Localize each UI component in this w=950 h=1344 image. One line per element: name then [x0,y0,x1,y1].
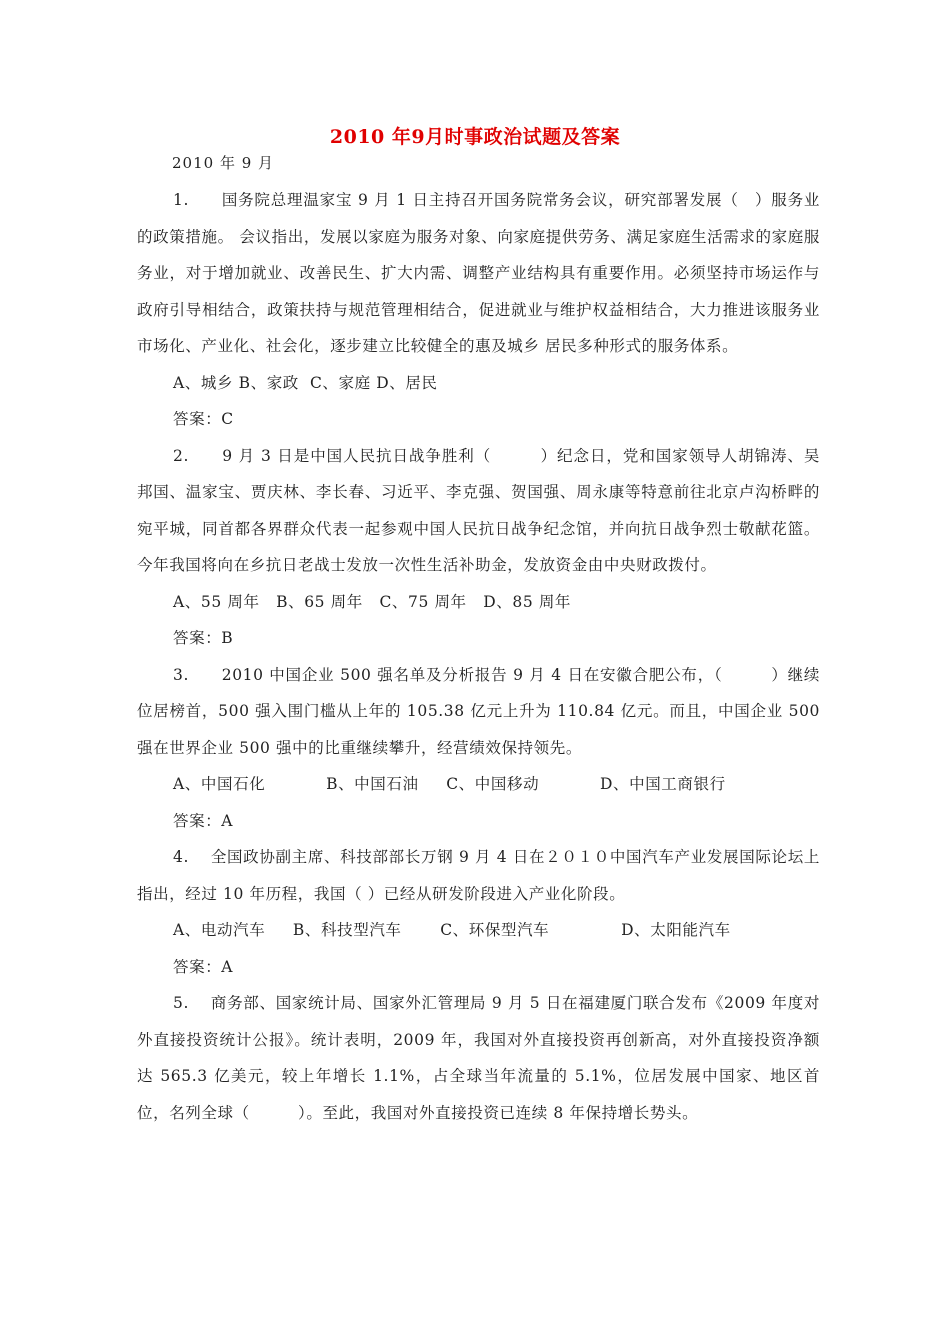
question-answer: 答案：C [173,410,234,428]
question-text: 2. 9 月 3 日是中国人民抗日战争胜利（ ）纪念日，党和国家领导人胡锦涛、吴邦国、温家宝、贾庆林、李长春、习近平、李克强、贺国强、周永康等特意前往北京卢沟桥畔的宛平城，同首都各界群众代表一起参观中国人民抗日战争纪念馆，并向抗日战争烈士敬献花篮。今年我国将向在乡抗日老战士发放一次性生活补助金，发放资金由中央财政拨付。 [137,446,820,574]
question-text: 1. 国务院总理温家宝 9 月 1 日主持召开国务院常务会议，研究部署发展（ ）服务业的政策措施。 会议指出，发展以家庭为服务对象、向家庭提供劳务、满足家庭生活需求的家庭服务业，对于增加就业、改善民生、扩大内需、调整产业结构具有重要作用。必须坚持市场运作与政府引导相结合，政策扶持与规范管理相结合，促进就业与维护权益相结合，大力推进该服务业市场化、产业化、社会化，逐步建立比较健全的惠及城乡 居民多种形式的服务体系。 [137,191,820,355]
question-text: 3. 2010 中国企业 500 强名单及分析报告 9 月 4 日在安徽合肥公布，（ ）继续位居榜首，500 强入围门槛从上年的 105.38 亿元上升为 110.84 亿元。而且，中国企业 500 强在世界企业 500 强中的比重继续攀升，经营绩效保持领先。 [137,665,820,757]
question-text: 4. 全国政协副主席、科技部部长万钢 9 月 4 日在２０１０中国汽车产业发展国际论坛上指出，经过 10 年历程，我国（ ）已经从研发阶段进入产业化阶段。 [137,848,820,903]
question-options: A、电动汽车 B、科技型汽车 C、环保型汽车 D、太阳能汽车 [173,921,731,939]
question-options: A、55 周年 B、65 周年 C、75 周年 D、85 周年 [173,592,572,611]
document-date: 2010 年 9 月 [172,154,275,172]
question-item [137,657,820,840]
question-answer: 答案：A [173,957,234,976]
question-text: 5. 商务部、国家统计局、国家外汇管理局 9 月 5 日在福建厦门联合发布《2009 年度对外直接投资统计公报》。统计表明，2009 年，我国对外直接投资再创新高，对外直接投资净额达 565.3 亿美元，较上年增长 1.1%，占全球当年流量的 5.1%，位居发展中国家、地区首位，名列全球（ ）。至此，我国对外直接投资已连续 8 年保持增长势头。 [137,994,820,1122]
question-options: A、中国石化 B、中国石油 C、中国移动 D、中国工商银行 [173,775,726,793]
question-item [137,839,820,985]
question-answer: 答案：A [173,811,234,830]
question-item [137,985,820,1131]
question-list [137,182,820,1131]
question-item [137,182,820,438]
question-answer: 答案：B [173,629,234,647]
document-title: 2010 年9月时事政治试题及答案 [329,126,621,148]
question-options: A、城乡 B、家政 C、家庭 D、居民 [173,373,438,392]
question-item [137,438,820,657]
